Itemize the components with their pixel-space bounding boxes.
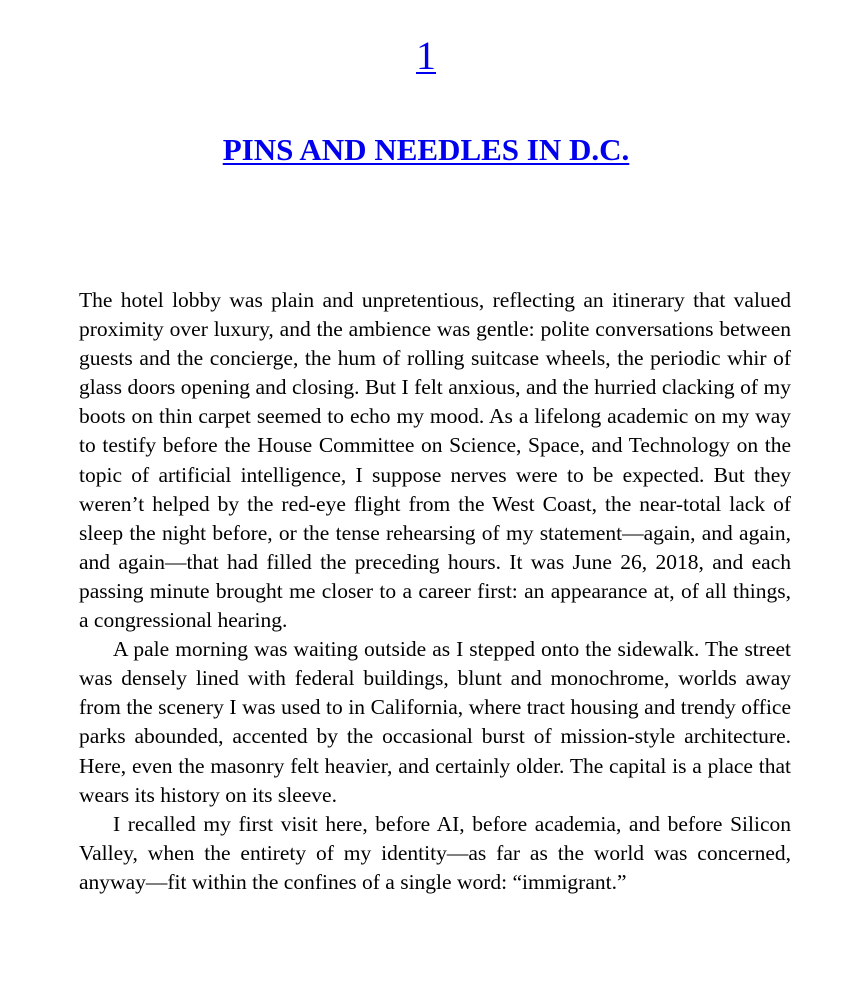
chapter-body (79, 286, 791, 897)
paragraph-3: I recalled my first visit here, before AI, before academia, and before Silicon Valley, when the entirety of my identity—as far as the world was concerned, anyway—fit within the confines of a single word: “immigrant.” (79, 811, 791, 894)
chapter-number (0, 30, 852, 82)
chapter-title-link[interactable]: PINS AND NEEDLES IN D.C. (222, 132, 630, 167)
paragraph-1: The hotel lobby was plain and unpretentious, reflecting an itinerary that valued proximity over luxury, and the ambience was gentle: polite conversations between guests and the concierge, the hum of rolling suitcase wheels, the periodic whir of glass doors opening and closing. But I felt anxious, and the hurried clacking of my boots on thin carpet seemed to echo my mood. As a lifelong academic on my way to testify before the House Committee on Science, Space, and Technology on the topic of artificial intelligence, I suppose nerves were to be expected. But they weren’t helped by the red-eye flight from the West Coast, the near-total lack of sleep the night before, or the tense rehearsing of my statement—again, and again, and again—that had filled the preceding hours. It was June 26, 2018, and each passing minute brought me closer to a career first: an appearance at, of all things, a congressional hearing. (79, 288, 791, 633)
chapter-title (0, 130, 852, 170)
paragraph-2: A pale morning was waiting outside as I stepped onto the sidewalk. The street was densely lined with federal buildings, blunt and monochrome, worlds away from the scenery I was used to in California, where tract housing and trendy office parks abounded, accented by the occasional burst of mission-style architecture. Here, even the masonry felt heavier, and certainly older. The capital is a place that wears its history on its sleeve. (79, 637, 791, 807)
chapter-number-link[interactable]: 1 (416, 33, 436, 78)
